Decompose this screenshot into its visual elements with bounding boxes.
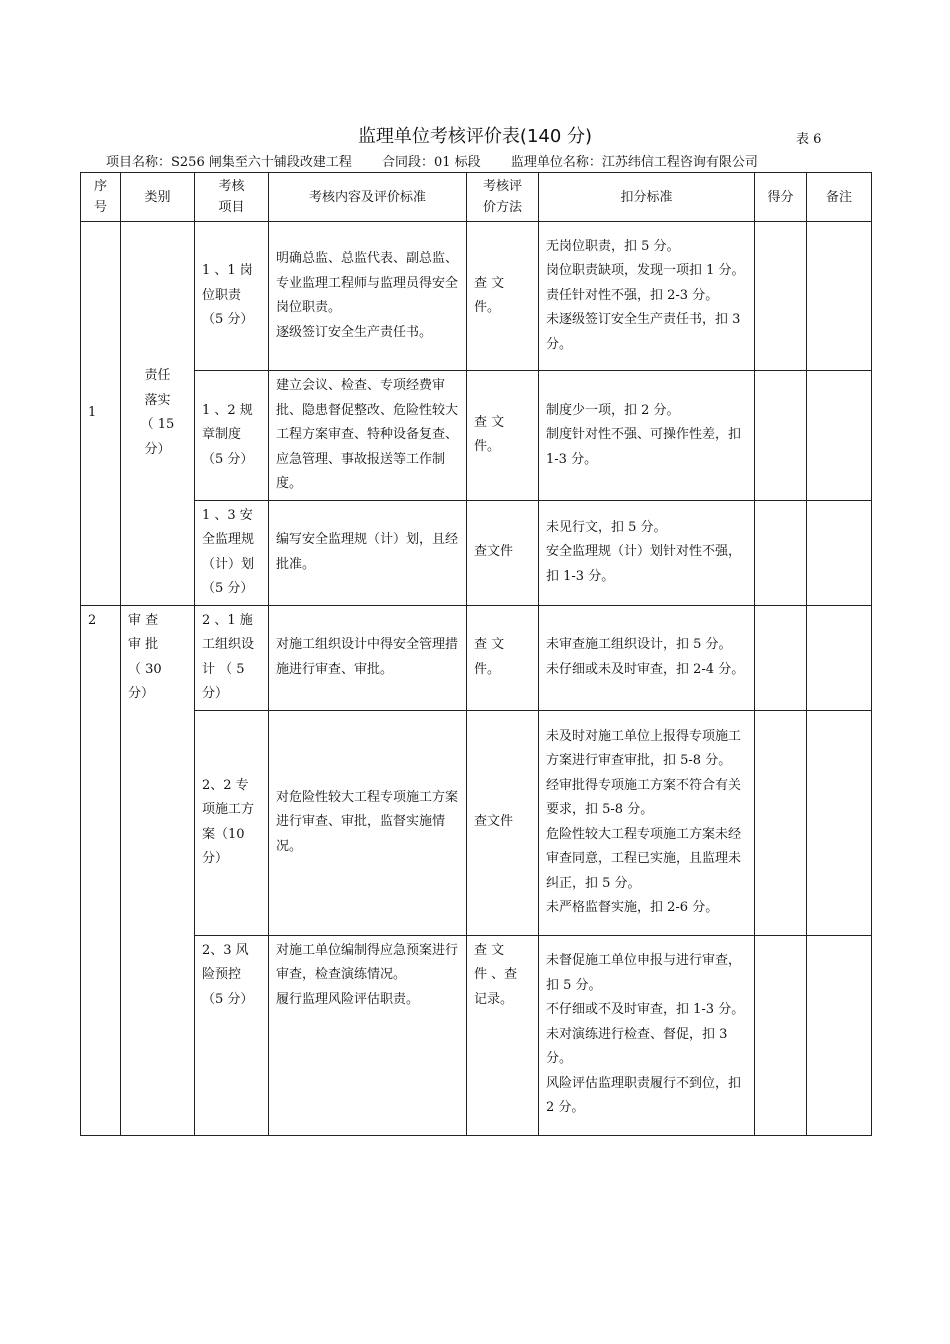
table-row [81, 500, 872, 605]
supervision-unit: 监理单位名称：江苏纬信工程咨询有限公司 [510, 155, 758, 170]
content-cell: 对施工单位编制得应急预案进行审查，检查演练情况。 履行监理风险评估职责。 [269, 935, 467, 1135]
method-cell: 查 文 件。 [467, 222, 539, 371]
score-cell[interactable] [755, 605, 807, 710]
method-cell: 查 文 件。 [467, 605, 539, 710]
header-item: 考核 项目 [195, 173, 269, 222]
remark-cell[interactable] [807, 605, 872, 710]
deduction-cell: 制度少一项，扣 2 分。 制度针对性不强、可操作性差，扣 1-3 分。 [539, 371, 755, 501]
content-cell: 对危险性较大工程专项施工方案进行审查、审批，监督实施情况。 [269, 710, 467, 935]
item-cell: 1 、1 岗 位职责 （5 分） [195, 222, 269, 371]
method-cell: 查文件 [467, 500, 539, 605]
group-category: 审 查 审 批 （ 30 分） [121, 605, 195, 1135]
evaluation-table [80, 172, 872, 1136]
header-row [81, 173, 872, 222]
deduction-cell: 未审查施工组织设计，扣 5 分。 未仔细或未及时审查，扣 2-4 分。 [539, 605, 755, 710]
score-cell[interactable] [755, 371, 807, 501]
table-row [81, 222, 872, 371]
content-cell: 建立会议、检查、专项经费审批、隐患督促整改、危险性较大工程方案审查、特种设备复查、应急管理、事故报送等工作制度。 [269, 371, 467, 501]
score-cell[interactable] [755, 710, 807, 935]
method-cell: 查 文 件 、查 记录。 [467, 935, 539, 1135]
table-row [81, 605, 872, 710]
content-cell: 明确总监、总监代表、副总监、专业监理工程师与监理员得安全岗位职责。 逐级签订安全生产责任书。 [269, 222, 467, 371]
group-no: 2 [81, 605, 121, 1135]
item-cell: 1 、3 安 全监理规 （计）划 （5 分） [195, 500, 269, 605]
table-row [81, 371, 872, 501]
remark-cell[interactable] [807, 935, 872, 1135]
deduction-cell: 未督促施工单位申报与进行审查，扣 5 分。 不仔细或不及时审查，扣 1-3 分。 未对演练进行检查、督促，扣 3 分。 风险评估监理职责履行不到位，扣 2 分。 [539, 935, 755, 1135]
deduction-cell: 未见行文，扣 5 分。 安全监理规（计）划针对性不强，扣 1-3 分。 [539, 500, 755, 605]
header-content: 考核内容及评价标准 [269, 173, 467, 222]
project-name: 项目名称：S256 闸集至六十铺段改建工程 [106, 155, 352, 170]
score-cell[interactable] [755, 222, 807, 371]
table-row [81, 935, 872, 1135]
item-cell: 1 、2 规 章制度 （5 分） [195, 371, 269, 501]
deduction-cell: 未及时对施工单位上报得专项施工方案进行审查审批，扣 5-8 分。 经审批得专项施工方案不符合有关要求，扣 5-8 分。 危险性较大工程专项施工方案未经审查同意，工程已实施，且监理未纠正，扣 5 分。 未严格监督实施，扣 2-6 分。 [539, 710, 755, 935]
header-remark: 备注 [807, 173, 872, 222]
group-no: 1 [81, 222, 121, 606]
table-row [81, 710, 872, 935]
content-cell: 对施工组织设计中得安全管理措施进行审查、审批。 [269, 605, 467, 710]
header-deduction: 扣分标准 [539, 173, 755, 222]
contract-section: 合同段：01 标段 [382, 155, 481, 170]
score-cell[interactable] [755, 500, 807, 605]
header-category: 类别 [121, 173, 195, 222]
item-cell: 2、2 专 项施工方 案（10 分） [195, 710, 269, 935]
method-cell: 查文件 [467, 710, 539, 935]
group-category: 责任 落实 （ 15 分） [121, 222, 195, 606]
remark-cell[interactable] [807, 371, 872, 501]
content-cell: 编写安全监理规（计）划，且经批准。 [269, 500, 467, 605]
item-cell: 2 、1 施 工组织设 计 （ 5 分） [195, 605, 269, 710]
project-info [106, 151, 784, 170]
method-cell: 查 文 件。 [467, 371, 539, 501]
header-method: 考核评 价方法 [467, 173, 539, 222]
table-number: 表 6 [796, 132, 822, 147]
remark-cell[interactable] [807, 222, 872, 371]
score-cell[interactable] [755, 935, 807, 1135]
remark-cell[interactable] [807, 500, 872, 605]
header-score: 得分 [755, 173, 807, 222]
remark-cell[interactable] [807, 710, 872, 935]
page-title: 监理单位考核评价表(140 分) [357, 126, 593, 147]
header-no: 序 号 [81, 173, 121, 222]
deduction-cell: 无岗位职责，扣 5 分。 岗位职责缺项，发现一项扣 1 分。 责任针对性不强，扣 2-3 分。 未逐级签订安全生产责任书，扣 3 分。 [539, 222, 755, 371]
item-cell: 2、3 风 险预控 （5 分） [195, 935, 269, 1135]
